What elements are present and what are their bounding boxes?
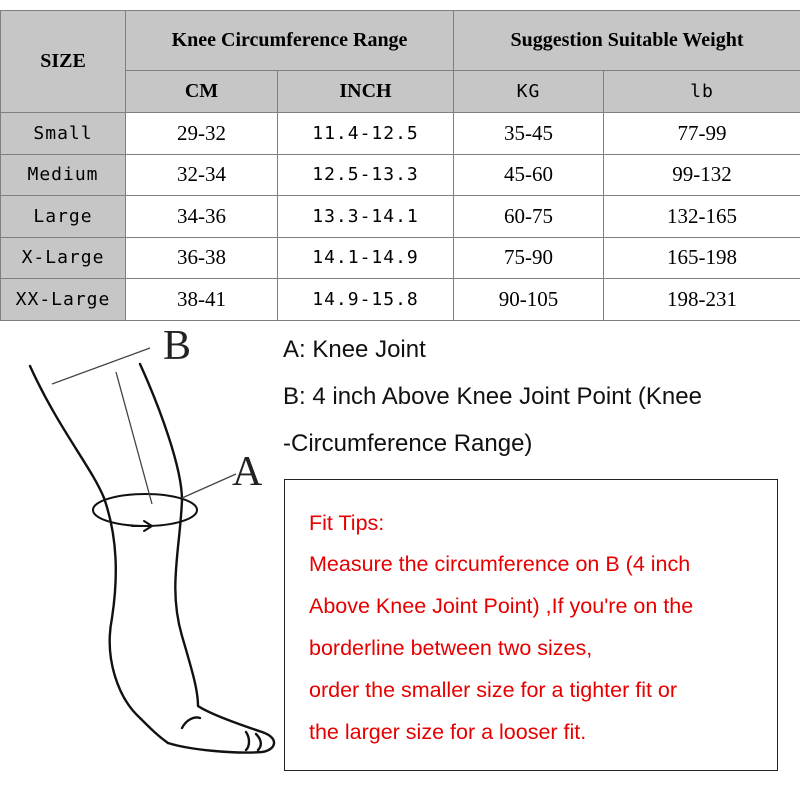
suitable-weight-header: Suggestion Suitable Weight <box>454 11 800 71</box>
size-cell: XX-Large <box>1 279 126 321</box>
cm-cell: 34-36 <box>126 196 278 238</box>
size-cell: Large <box>1 196 126 238</box>
knee-circumference-header: Knee Circumference Range <box>126 11 454 71</box>
a-pointer-line <box>182 474 236 498</box>
cm-cell: 32-34 <box>126 154 278 196</box>
inch-cell: 14.9-15.8 <box>278 279 454 321</box>
table-row <box>1 154 800 196</box>
ellipse-arrow <box>132 521 152 531</box>
cm-cell: 29-32 <box>126 113 278 155</box>
fit-tips-line: order the smaller size for a tighter fit or <box>309 678 678 702</box>
size-chart-table <box>0 10 800 321</box>
lb-cell: 99-132 <box>604 154 800 196</box>
table-row <box>1 113 800 155</box>
inch-header: INCH <box>278 71 454 113</box>
lb-cell: 132-165 <box>604 196 800 238</box>
b-vertical-line <box>116 372 152 504</box>
fit-tips-box <box>284 479 778 771</box>
cm-cell: 38-41 <box>126 279 278 321</box>
kg-cell: 90-105 <box>454 279 604 321</box>
lb-cell: 165-198 <box>604 237 800 279</box>
legend-b-line2: -Circumference Range) <box>283 430 533 457</box>
size-cell: Small <box>1 113 126 155</box>
inch-cell: 12.5-13.3 <box>278 154 454 196</box>
kg-cell: 60-75 <box>454 196 604 238</box>
inch-cell: 14.1-14.9 <box>278 237 454 279</box>
fit-tips-line: Measure the circumference on B (4 inch <box>309 552 691 576</box>
size-cell: Medium <box>1 154 126 196</box>
leg-front-outline <box>140 364 274 753</box>
kg-cell: 45-60 <box>454 154 604 196</box>
label-a: A <box>232 449 263 495</box>
size-header: SIZE <box>1 11 126 113</box>
leg-measurement-diagram <box>0 318 285 778</box>
legend-b-line1: B: 4 inch Above Knee Joint Point (Knee <box>283 383 702 410</box>
table-row <box>1 196 800 238</box>
size-cell: X-Large <box>1 237 126 279</box>
lb-cell: 77-99 <box>604 113 800 155</box>
kg-cell: 35-45 <box>454 113 604 155</box>
kg-header: KG <box>454 71 604 113</box>
heel-line <box>182 717 200 728</box>
toe-lines <box>246 732 261 750</box>
fit-tips-line: the larger size for a looser fit. <box>309 720 587 744</box>
fit-tips-line: borderline between two sizes, <box>309 636 593 660</box>
table-row <box>1 237 800 279</box>
b-pointer-line <box>52 348 150 384</box>
lb-header: lb <box>604 71 800 113</box>
fit-tips-line: Above Knee Joint Point) ,If you're on the <box>309 594 694 618</box>
cm-cell: 36-38 <box>126 237 278 279</box>
table-row <box>1 279 800 321</box>
legend-a: A: Knee Joint <box>283 336 426 363</box>
kg-cell: 75-90 <box>454 237 604 279</box>
leg-back-outline <box>30 366 168 743</box>
lb-cell: 198-231 <box>604 279 800 321</box>
fit-tips-title: Fit Tips: <box>309 511 385 535</box>
label-b: B <box>163 323 192 369</box>
inch-cell: 13.3-14.1 <box>278 196 454 238</box>
cm-header: CM <box>126 71 278 113</box>
inch-cell: 11.4-12.5 <box>278 113 454 155</box>
